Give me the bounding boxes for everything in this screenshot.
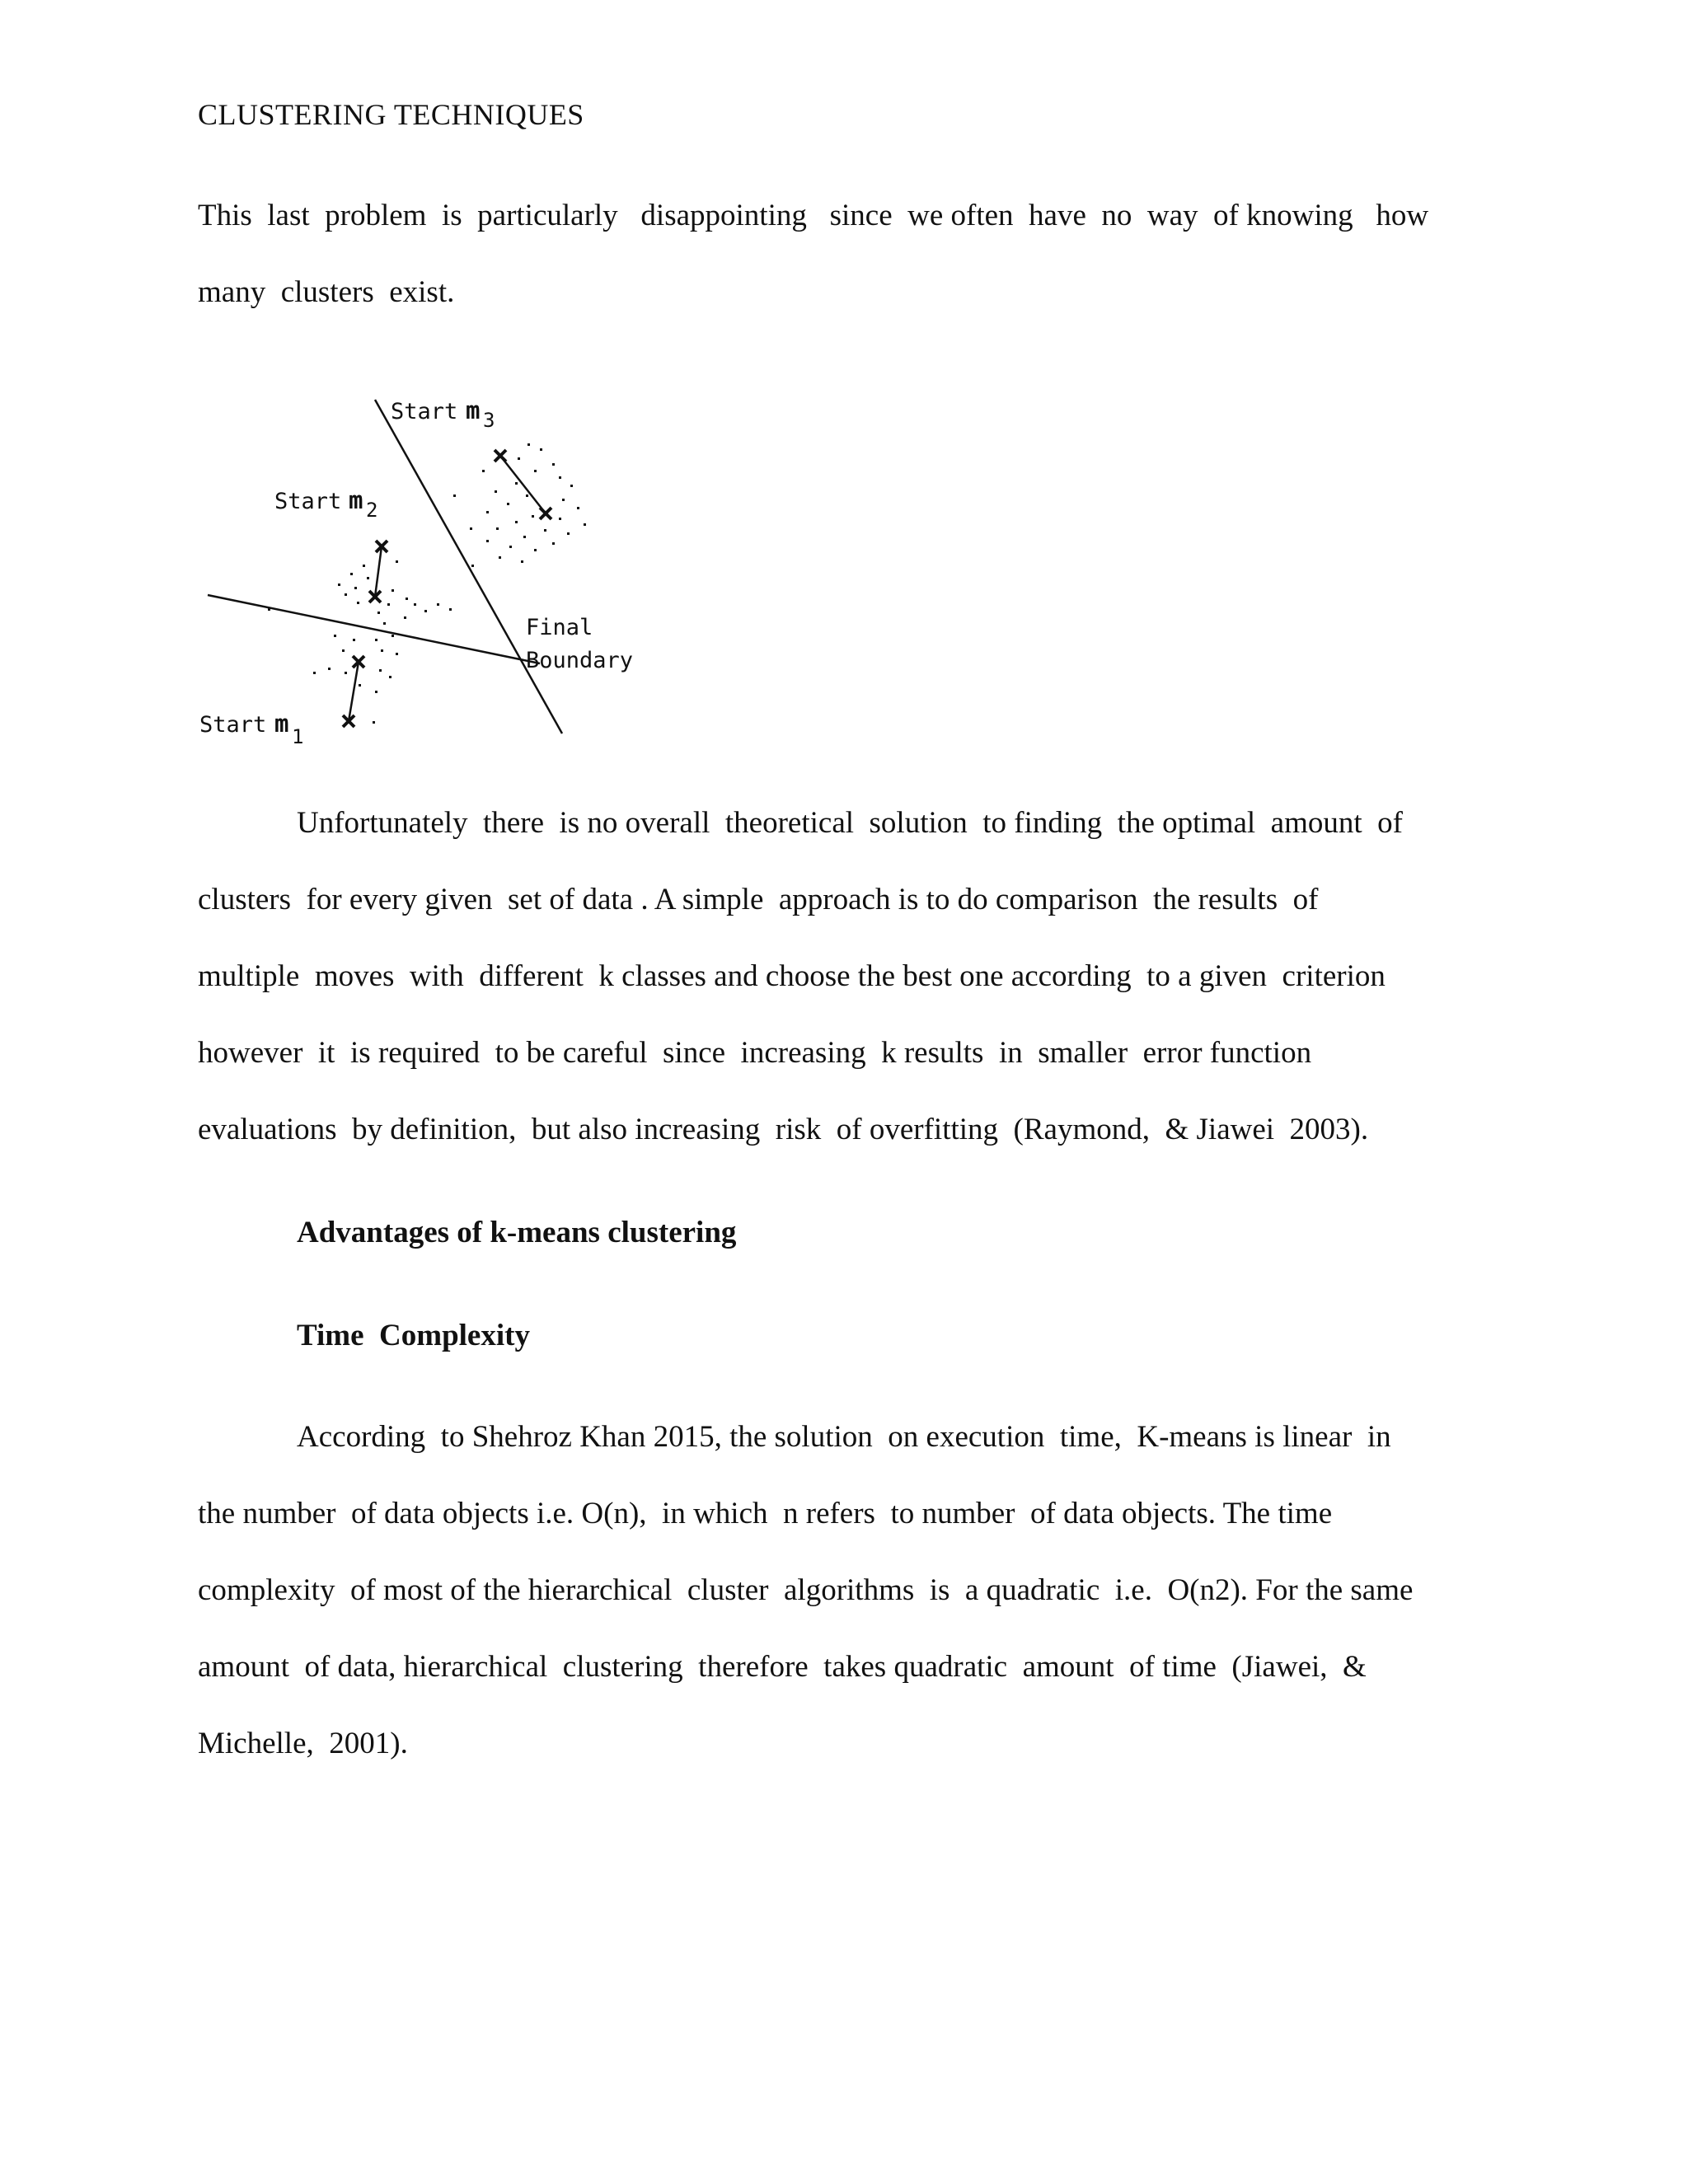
para1-line-1: Unfortunately there is no overall theoretical solution to finding the optimal amount of [297, 806, 1403, 840]
start-m1-label: Start [199, 712, 267, 738]
cluster-1-points [268, 608, 398, 724]
m1-subscript: 1 [292, 725, 304, 748]
cluster-2-points [338, 560, 452, 625]
m3-subscript: 3 [483, 409, 495, 432]
intro-line-1: This last problem is particularly disappointing since we often have no way of knowing how [198, 199, 1429, 232]
m2-label: m [349, 486, 363, 514]
m2-trajectory [375, 546, 382, 597]
m1-trajectory [349, 662, 359, 721]
final-boundary-label-line2: Boundary [526, 648, 634, 673]
running-head: CLUSTERING TECHNIQUES [198, 98, 584, 131]
m3-label: m [466, 396, 481, 424]
para2-line-5: Michelle, 2001). [198, 1727, 408, 1760]
m1-label: m [274, 710, 289, 738]
boundary-line-diagonal [375, 400, 562, 733]
cluster-3-points [453, 443, 586, 567]
kmeans-figure [190, 387, 659, 750]
final-boundary-label-line1: Final [526, 615, 593, 640]
para1-line-3: multiple moves with different k classes and choose the best one according to a given criterion [198, 959, 1386, 993]
start-m3-label: Start [391, 399, 458, 424]
m3-start-marker [495, 450, 506, 462]
m2-subscript: 2 [366, 499, 378, 522]
start-m2-label: Start [274, 489, 342, 514]
para2-line-1: According to Shehroz Khan 2015, the solution on execution time, K-means is linear in [297, 1420, 1391, 1454]
heading-advantages: Advantages of k-means clustering [297, 1216, 737, 1249]
para2-line-3: complexity of most of the hierarchical cluster algorithms is a quadratic i.e. O(n2). For the same [198, 1573, 1414, 1607]
intro-line-2: many clusters exist. [198, 275, 455, 309]
para1-line-4: however it is required to be careful since increasing k results in smaller error function [198, 1036, 1312, 1070]
m3-final-marker [540, 508, 551, 519]
para2-line-2: the number of data objects i.e. O(n), in which n refers to number of data objects. The time [198, 1497, 1333, 1530]
heading-time-complexity: Time Complexity [297, 1319, 530, 1352]
para1-line-5: evaluations by definition, but also increasing risk of overfitting (Raymond, & Jiawei 2003). [198, 1113, 1369, 1146]
para1-line-2: clusters for every given set of data . A simple approach is to do comparison the results of [198, 883, 1319, 916]
para2-line-4: amount of data, hierarchical clustering therefore takes quadratic amount of time (Jiawei, & [198, 1650, 1367, 1684]
